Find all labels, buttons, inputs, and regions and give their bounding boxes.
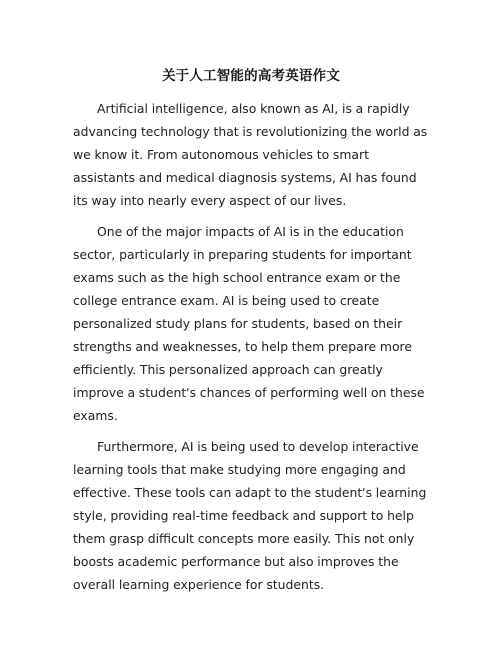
paragraph-3: Furthermore, AI is being used to develop interactive learning tools that make studying more engaging and effective. These tools can adapt to the student's learning style, providing real-time feedback and support to help them grasp difficult concepts more easily. This not only boosts academic performance but also improves the overall learning experience for students. <box>73 439 427 592</box>
document-body <box>73 97 431 604</box>
document-title: 关于人工智能的高考英语作文 <box>161 68 341 84</box>
paragraph-1: Artificial intelligence, also known as AI, is a rapidly advancing technology that is revolutionizing the world as we know it. From autonomous vehicles to smart assistants and medical diagnosis systems, AI has found its way into nearly every aspect of our lives. <box>73 101 428 208</box>
paragraph-2: One of the major impacts of AI is in the education sector, particularly in preparing students for important exams such as the high school entrance exam or the college entrance exam. AI is being used to create personalized study plans for students, based on their strengths and weaknesses, to help them prepare more efficiently. This personalized approach can greatly improve a student's chances of performing well on these exams. <box>73 224 425 423</box>
